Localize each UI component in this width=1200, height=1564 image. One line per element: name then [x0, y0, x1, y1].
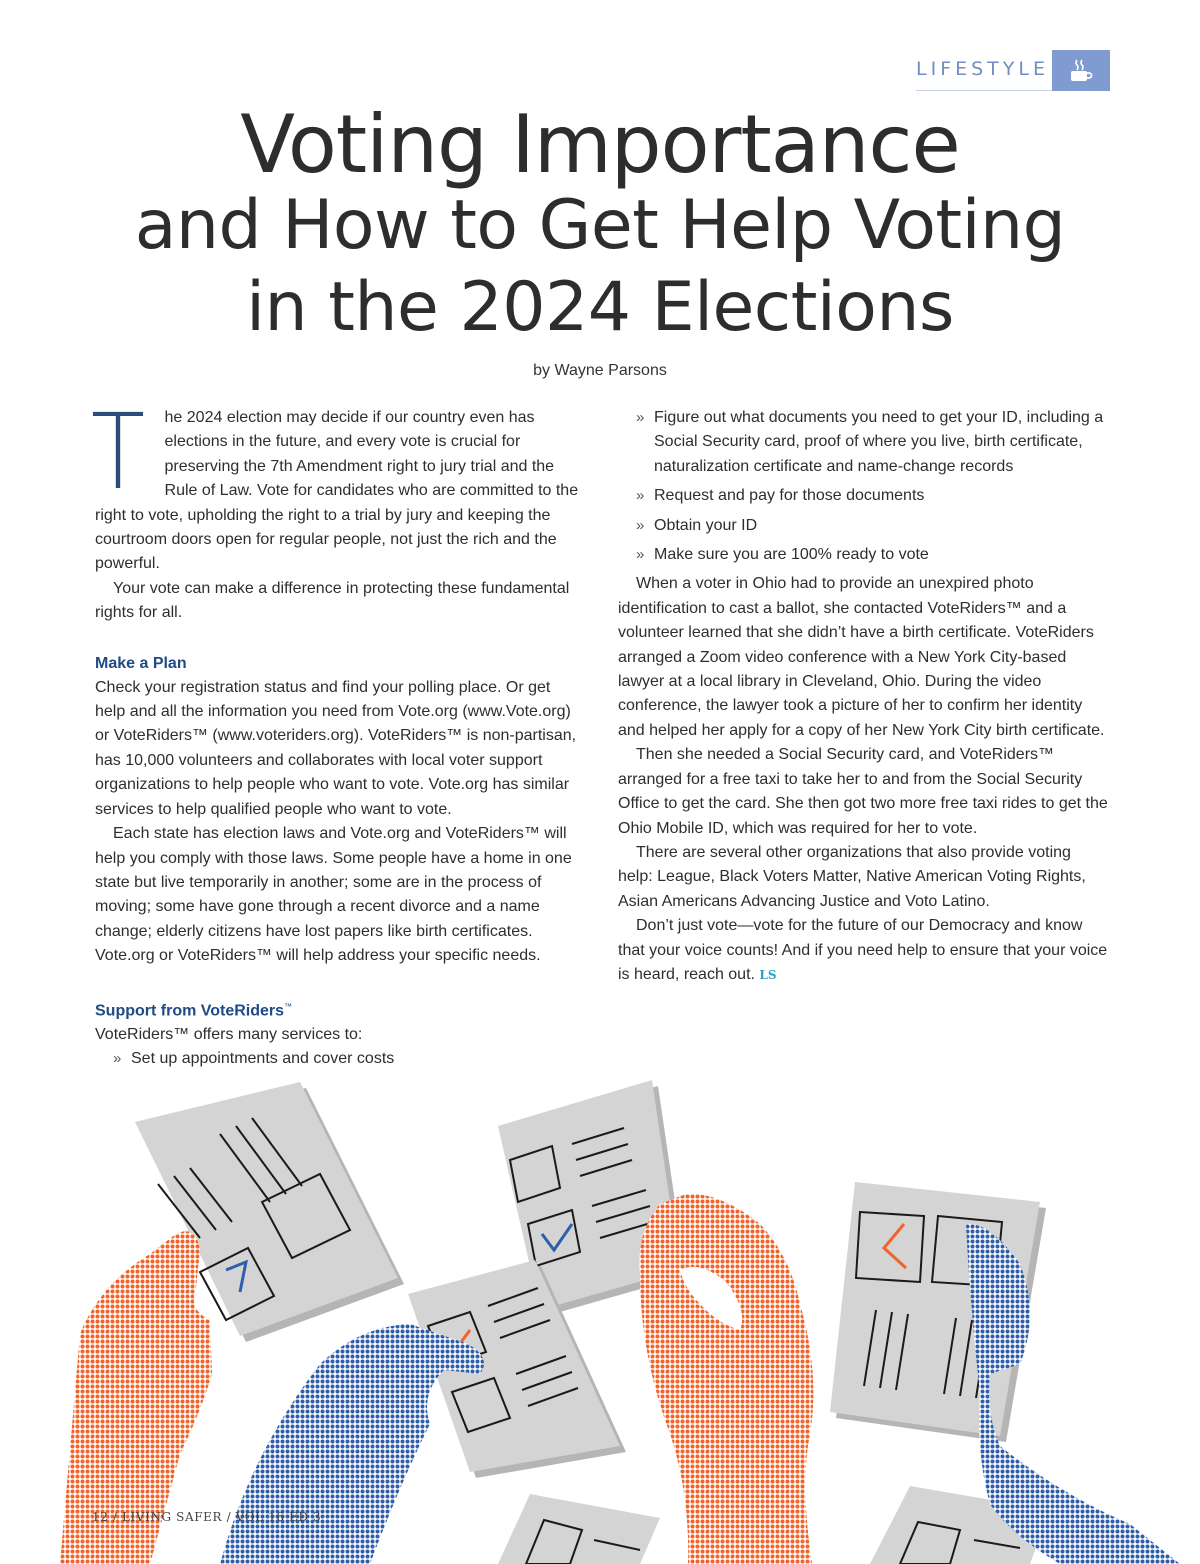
left-column	[91, 391, 580, 1077]
section-label: LIFESTYLE	[916, 58, 1049, 80]
list-item: » Obtain your ID	[618, 514, 1110, 538]
section-tag	[916, 50, 1110, 92]
drop-cap: T	[91, 391, 146, 513]
subheading-support	[95, 995, 580, 1023]
paragraph: Check your registration status and find your polling place. Or get help and all the information you need from Vote.org (www.Vote.org) or VoteRiders™ (www.voteriders.org). VoteRiders™ is non-partisan, has 10,000 volunteers and collaborates with local voter support organizations to help people who want to vote. Vote.org has similar services to help qualified people who want to vote.	[95, 678, 577, 818]
intro-text: he 2024 election may decide if our country even has elections in the future, and every vote is crucial for preserving the 7th Amendment right to jury trial and the Rule of Law. Vote for candidates who are committed to the right to vote, upholding the right to a trial by jury and keeping the courtroom doors open for regular people, not just the rich and the powerful.	[95, 409, 579, 573]
paragraph: Your vote can make a difference in protecting these fundamental rights for all.	[95, 579, 570, 622]
subheading-make-a-plan: Make a Plan	[95, 654, 187, 672]
bullet-list	[95, 1047, 580, 1071]
list-item: » Set up appointments and cover costs	[95, 1047, 580, 1071]
paragraph: There are several other organizations that also provide voting help: League, Black Voters Matter, Native American Voting Rights, Asian Americans Advancing Justice and Voto Latino.	[618, 843, 1086, 910]
paragraph: VoteRiders™ offers many services to:	[95, 1025, 363, 1043]
orange-hand	[639, 1194, 813, 1564]
section-icon-box	[1052, 50, 1110, 91]
end-mark: LS	[759, 967, 777, 982]
headline-line-1: Voting Importance	[240, 98, 960, 191]
trademark: ™	[284, 1001, 293, 1011]
list-item: » Make sure you are 100% ready to vote	[618, 543, 1110, 567]
headline-line-3: in the 2024 Elections	[246, 268, 954, 347]
coffee-cup-icon	[1068, 58, 1094, 84]
closing-text: Don’t just vote—vote for the future of our Democracy and know that your voice counts! And if you need help to ensure that your voice is heard, reach out.	[618, 917, 1108, 983]
right-column	[618, 406, 1110, 987]
paragraph: Then she needed a Social Security card, and VoteRiders™ arranged for a free taxi to take her to and from the Social Security Office to get the card. She then got two more free taxi rides to get the Ohio Mobile ID, which was required for her to vote.	[618, 746, 1108, 837]
headline-line-2: and How to Get Help Voting	[134, 186, 1066, 265]
section-rule	[916, 90, 1052, 91]
ballot-hands-illustration	[0, 1074, 1200, 1564]
paragraph	[618, 914, 1110, 987]
subheading-text: Support from VoteRiders	[95, 1001, 285, 1019]
bullet-list	[618, 406, 1110, 567]
paragraph: When a voter in Ohio had to provide an unexpired photo identification to cast a ballot, she contacted VoteRiders™ and a volunteer learned that she didn’t have a birth certificate. VoteRiders arranged a Zoom video conference with a New York City-based lawyer at a local library in Cleveland, Ohio. During the video conference, the lawyer took a picture of her to confirm her identity and helped her apply for a copy of her New York City birth certificate.	[618, 575, 1105, 739]
list-item: » Request and pay for those documents	[618, 484, 1110, 508]
page-footer: 12 / LIVING SAFER / VOL 16 ED 3	[92, 1510, 322, 1524]
intro-paragraph	[91, 391, 580, 577]
list-item: » Figure out what documents you need to get your ID, including a Social Security card, proof of where you live, birth certificate, naturalization certificate and name-change records	[618, 406, 1110, 479]
paragraph: Each state has election laws and Vote.org and VoteRiders™ will help you comply with those laws. Some people have a home in one state but live temporarily in another; some are in the process of moving; some have gone through a recent divorce and a name change; elderly citizens have lost papers like birth certificates. Vote.org or VoteRiders™ will help address your specific needs.	[95, 825, 572, 965]
blue-hand	[220, 1324, 484, 1564]
byline: by Wayne Parsons	[533, 362, 667, 379]
